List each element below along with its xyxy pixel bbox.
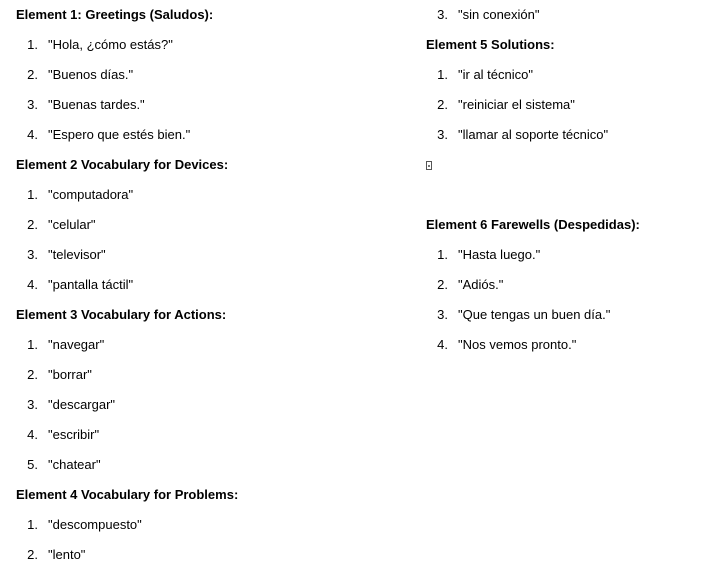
list-item xyxy=(426,330,716,360)
list-number: 3. xyxy=(27,247,38,262)
list-text: "celular" xyxy=(48,217,96,232)
list-text: "Espero que estés bien." xyxy=(48,127,191,142)
list-number: 1. xyxy=(27,187,38,202)
list-item xyxy=(426,120,716,150)
list-text: "pantalla táctil" xyxy=(48,277,134,292)
list-item xyxy=(16,90,406,120)
list-number: 3. xyxy=(27,97,38,112)
list-text: "descompuesto" xyxy=(48,517,142,532)
list-number: 2. xyxy=(27,547,38,562)
list-item xyxy=(16,450,406,480)
list-text: "computadora" xyxy=(48,187,134,202)
list-text: "lento" xyxy=(48,547,86,562)
list-item xyxy=(16,390,406,420)
list-item xyxy=(16,270,406,300)
section-heading-solutions: Element 5 Solutions: xyxy=(426,37,555,52)
list-item xyxy=(426,270,716,300)
list-item xyxy=(16,510,406,540)
list-item xyxy=(16,330,406,360)
list-number: 2. xyxy=(437,277,448,292)
list-number: 3. xyxy=(27,397,38,412)
list-item xyxy=(16,240,406,270)
list-number: 4. xyxy=(437,337,448,352)
list-item xyxy=(16,30,406,60)
right-column xyxy=(426,0,716,360)
list-number: 5. xyxy=(27,457,38,472)
list-number: 2. xyxy=(27,367,38,382)
list-text: "Hola, ¿cómo estás?" xyxy=(48,37,173,52)
section-heading: Element 3 Vocabulary for Actions: xyxy=(16,307,227,322)
missing-glyph-icon xyxy=(426,161,432,170)
list-number: 3. xyxy=(437,7,448,22)
list-number: 4. xyxy=(27,427,38,442)
list-text: "televisor" xyxy=(48,247,106,262)
farewells-list xyxy=(426,240,716,360)
list-number: 3. xyxy=(437,127,448,142)
list-item xyxy=(426,300,716,330)
list-item xyxy=(16,360,406,390)
list-text: "reiniciar el sistema" xyxy=(458,97,575,112)
list-text: "borrar" xyxy=(48,367,92,382)
list-number: 2. xyxy=(27,217,38,232)
list-text: "Buenas tardes." xyxy=(48,97,145,112)
list-text: "llamar al soporte técnico" xyxy=(458,127,609,142)
list-item xyxy=(426,90,716,120)
section-heading: Element 2 Vocabulary for Devices: xyxy=(16,157,229,172)
list-item xyxy=(16,420,406,450)
list-text: "chatear" xyxy=(48,457,101,472)
list-text: "Hasta luego." xyxy=(458,247,541,262)
list-number: 3. xyxy=(437,307,448,322)
list-text: "Que tengas un buen día." xyxy=(458,307,611,322)
list-text: "descargar" xyxy=(48,397,116,412)
list-number: 1. xyxy=(437,67,448,82)
list-item xyxy=(16,210,406,240)
blank-line xyxy=(426,180,716,210)
section-heading: Element 1: Greetings (Saludos): xyxy=(16,7,214,22)
list-text: "escribir" xyxy=(48,427,100,442)
list-text: "Buenos días." xyxy=(48,67,134,82)
list-text: "Nos vemos pronto." xyxy=(458,337,577,352)
section-heading-farewells: Element 6 Farewells (Despedidas): xyxy=(426,217,640,232)
list-number: 1. xyxy=(27,337,38,352)
list-item xyxy=(16,180,406,210)
left-column xyxy=(16,0,406,570)
list-number: 1. xyxy=(27,37,38,52)
list-text: "Adiós." xyxy=(458,277,504,292)
list-number: 2. xyxy=(437,97,448,112)
section-heading: Element 4 Vocabulary for Problems: xyxy=(16,487,239,502)
solutions-list xyxy=(426,60,716,150)
list-text: "navegar" xyxy=(48,337,105,352)
list-number: 4. xyxy=(27,277,38,292)
list-item xyxy=(426,240,716,270)
list-text: "ir al técnico" xyxy=(458,67,533,82)
list-item xyxy=(426,60,716,90)
list-text: "sin conexión" xyxy=(458,7,540,22)
list-item xyxy=(16,60,406,90)
list-number: 2. xyxy=(27,67,38,82)
list-item xyxy=(16,120,406,150)
list-number: 1. xyxy=(437,247,448,262)
missing-glyph-row xyxy=(426,150,716,180)
list-number: 1. xyxy=(27,517,38,532)
list-number: 4. xyxy=(27,127,38,142)
list-item xyxy=(16,540,406,570)
list-item-sin-conexion xyxy=(426,0,716,30)
